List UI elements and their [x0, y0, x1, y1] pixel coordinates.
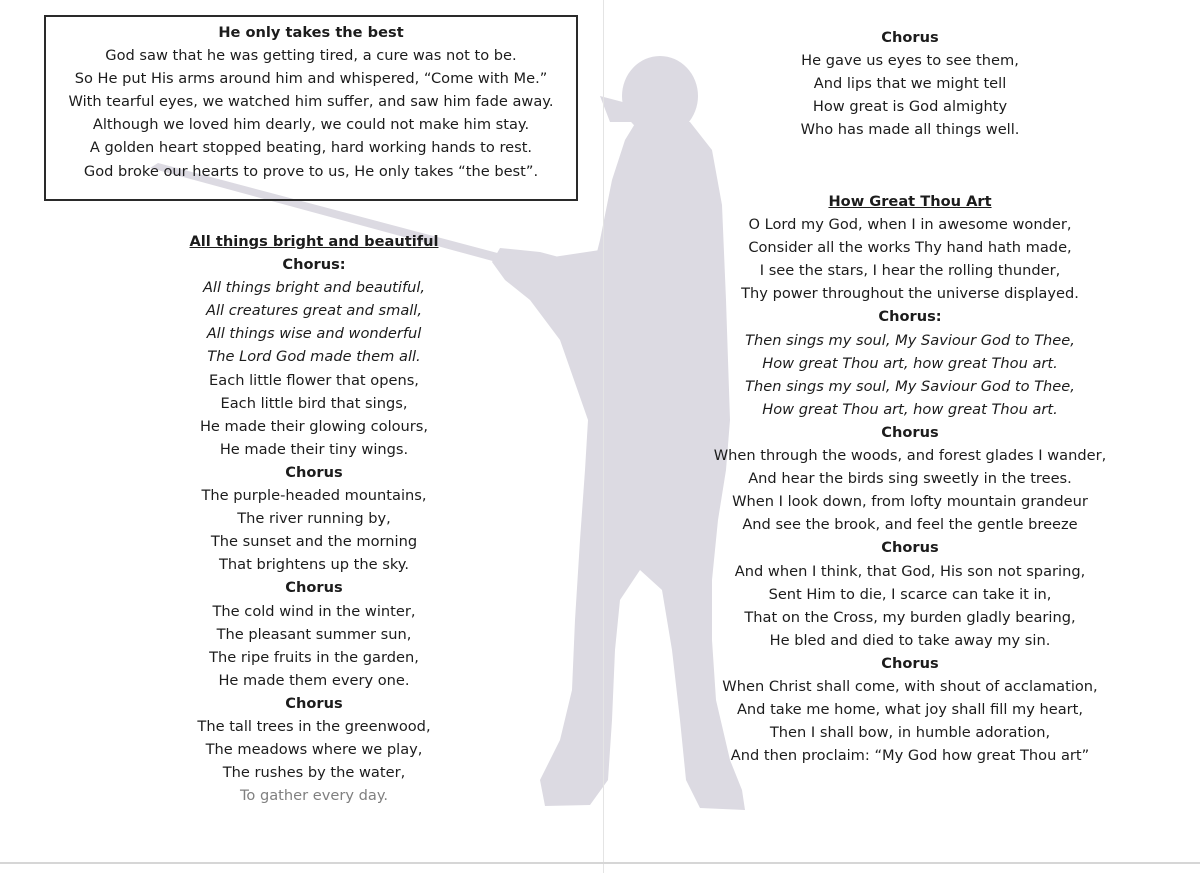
hymn2-verse-line: When through the woods, and forest glades I wander, [713, 447, 1107, 465]
hymn2-verse-line: He bled and died to take away my sin. [769, 631, 1051, 649]
hymn1-verse-line: The river running by, [237, 510, 391, 528]
hymn2-verse-line: And when I think, that God, His son not sparing, [734, 562, 1086, 580]
poem-line: A golden heart stopped beating, hard working hands to rest. [89, 139, 533, 157]
hymn2-chorus-label: Chorus [881, 539, 939, 557]
hymn2-title: How Great Thou Art [828, 193, 992, 210]
hymn1-verse-line: He made them every one. [218, 671, 410, 689]
poem-line: God broke our hearts to prove to us, He only takes “the best”. [83, 162, 539, 180]
hymn1-chorus-label: Chorus [285, 463, 343, 481]
page-bottom-edge [0, 862, 1200, 864]
hymn2-verse-line: When Christ shall come, with shout of acclamation, [722, 677, 1098, 695]
hymn-all-things-bright [114, 230, 514, 807]
hymn1-verse-line: He made their glowing colours, [199, 417, 429, 435]
hymn1-verse-line: The tall trees in the greenwood, [197, 717, 431, 735]
right-top-line: He gave us eyes to see them, [801, 52, 1019, 70]
right-top-line: And lips that we might tell [813, 75, 1007, 93]
right-top-chorus-heading: Chorus [881, 29, 939, 46]
hymn1-verse-line: The sunset and the morning [210, 533, 418, 551]
hymn1-verse-line: The meadows where we play, [205, 741, 423, 759]
hymn1-chorus-line: The Lord God made them all. [207, 348, 421, 366]
hymn1-chorus-heading: Chorus: [282, 256, 346, 274]
hymn1-chorus-label: Chorus [285, 579, 343, 597]
hymn2-verse-line: I see the stars, I hear the rolling thunder, [759, 262, 1061, 280]
poem-line: So He put His arms around him and whispered, “Come with Me.” [74, 70, 548, 88]
hymn1-verse-line: The cold wind in the winter, [212, 602, 416, 620]
hymn1-chorus-label: Chorus [285, 694, 343, 712]
hymn2-chorus-line: Then sings my soul, My Saviour God to Thee, [745, 331, 1075, 349]
hymn1-closing-chorus [710, 26, 1110, 141]
hymn1-chorus-line: All creatures great and small, [205, 302, 423, 320]
hymn2-verse-line: And take me home, what joy shall fill my heart, [736, 701, 1084, 719]
poem-line: God saw that he was getting tired, a cure was not to be. [105, 47, 517, 65]
poem-box [44, 15, 578, 201]
hymn1-verse-line: That brightens up the sky. [219, 556, 409, 574]
hymn2-chorus-line: How great Thou art, how great Thou art. [762, 400, 1058, 418]
hymn2-verse-line: Sent Him to die, I scarce can take it in, [768, 585, 1052, 603]
page-fold [603, 0, 604, 873]
hymn1-verse-line: The ripe fruits in the garden, [209, 648, 419, 666]
hymn1-verse-line: The pleasant summer sun, [216, 625, 412, 643]
right-top-line: How great is God almighty [812, 98, 1008, 116]
hymn2-verse-line: And see the brook, and feel the gentle breeze [742, 516, 1078, 534]
hymn2-chorus-heading: Chorus: [878, 308, 942, 326]
hymn2-verse-line: Then I shall bow, in humble adoration, [769, 724, 1051, 742]
hymn1-chorus-line: All things bright and beautiful, [202, 279, 426, 297]
hymn1-verse-line: The purple-headed mountains, [201, 487, 427, 505]
hymn2-chorus-line: How great Thou art, how great Thou art. [762, 354, 1058, 372]
hymn2-chorus-label: Chorus [881, 654, 939, 672]
right-top-line: Who has made all things well. [800, 121, 1020, 139]
hymn1-title: All things bright and beautiful [189, 233, 439, 250]
hymn2-verse-line: And then proclaim: “My God how great Thou art” [730, 747, 1090, 765]
hymn2-chorus-line: Then sings my soul, My Saviour God to Thee, [745, 377, 1075, 395]
hymn2-chorus-label: Chorus [881, 423, 939, 441]
hymn2-verse-line: When I look down, from lofty mountain grandeur [732, 493, 1088, 511]
hymn2-verse-line: Thy power throughout the universe displayed. [741, 285, 1079, 303]
hymn2-verse-line: Consider all the works Thy hand hath made, [748, 239, 1072, 257]
hymn2-verse-line: O Lord my God, when I in awesome wonder, [748, 216, 1072, 234]
hymn1-verse-line: To gather every day. [239, 787, 389, 805]
hymn-how-great-thou-art [660, 190, 1160, 767]
hymn1-chorus-line: All things wise and wonderful [206, 325, 422, 343]
hymn1-verse-line: He made their tiny wings. [219, 440, 409, 458]
poem-line: Although we loved him dearly, we could not make him stay. [92, 116, 530, 134]
hymn2-verse-line: That on the Cross, my burden gladly bearing, [744, 608, 1076, 626]
hymn1-verse-line: The rushes by the water, [222, 764, 406, 782]
hymn1-verse-line: Each little bird that sings, [220, 394, 408, 412]
hymn1-verse-line: Each little flower that opens, [209, 371, 419, 389]
hymn2-verse-line: And hear the birds sing sweetly in the trees. [748, 470, 1072, 488]
poem-title: He only takes the best [218, 24, 404, 41]
poem-line: With tearful eyes, we watched him suffer, and saw him fade away. [68, 93, 554, 111]
